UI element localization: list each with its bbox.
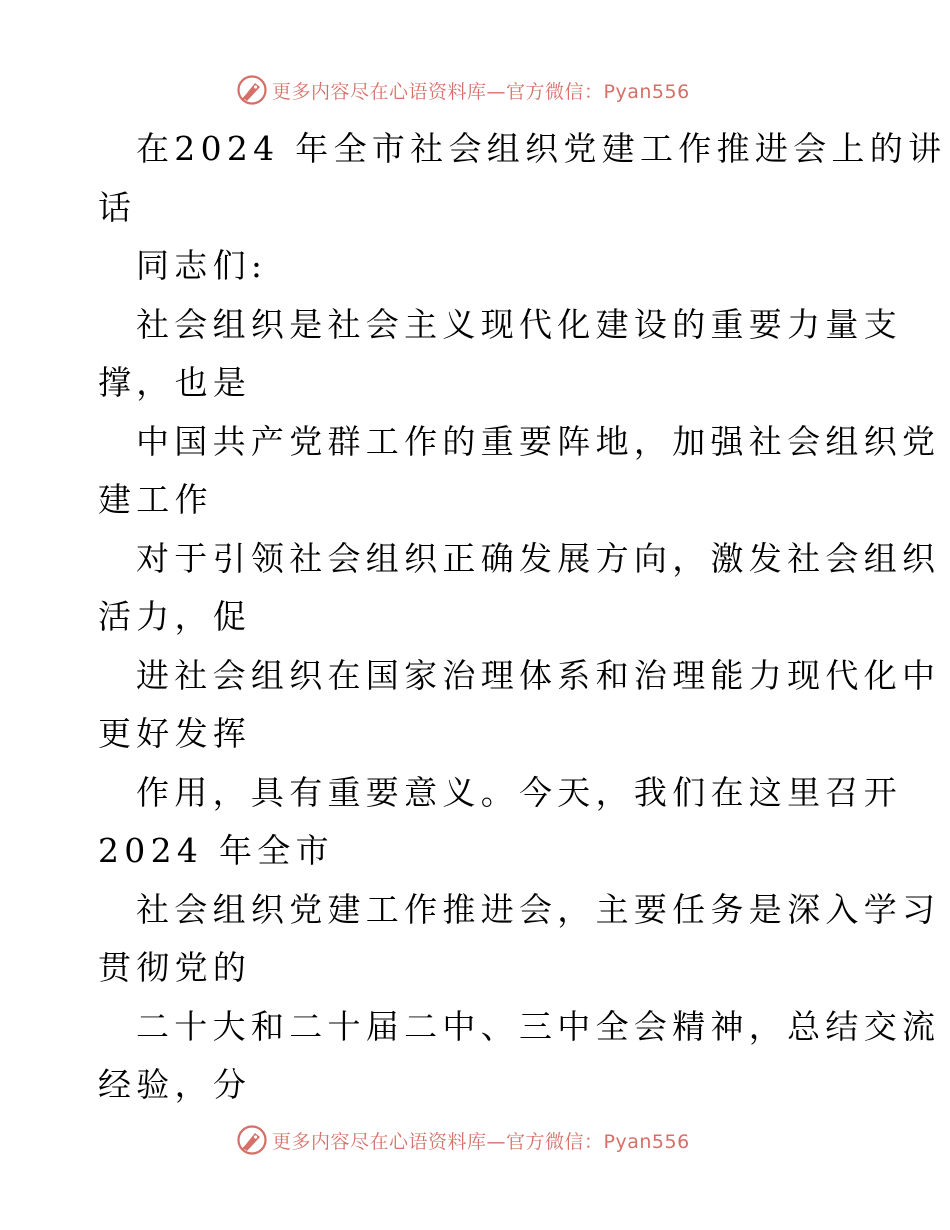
watermark-text: 更多内容尽在心语资料库—官方微信：Pyan556 — [272, 80, 690, 103]
doc-line: 贯彻党的 — [98, 948, 252, 987]
doc-line: 更好发挥 — [98, 714, 252, 753]
header-watermark — [236, 73, 716, 107]
pen-nib-circle-icon — [236, 1124, 268, 1156]
doc-line: 话 — [98, 187, 137, 227]
footer-watermark — [236, 1123, 716, 1157]
doc-line: 活力，促 — [98, 597, 252, 636]
doc-line: 在2024 年全市社会组织党建工作推进会上的讲 — [136, 129, 947, 168]
doc-line: 作用，具有重要意义。今天，我们在这里召开 — [136, 772, 902, 812]
doc-line: 经验，分 — [98, 1065, 252, 1104]
pen-nib-circle-icon — [236, 74, 268, 106]
doc-line: 撑，也是 — [98, 363, 252, 402]
document-body — [98, 120, 947, 1115]
doc-line: 进社会组织在国家治理体系和治理能力现代化中 — [136, 655, 941, 695]
doc-line: 对于引领社会组织正确发展方向，激发社会组织 — [136, 538, 941, 578]
doc-line: 社会组织党建工作推进会，主要任务是深入学习 — [136, 889, 941, 929]
doc-line: 二十大和二十届二中、三中全会精神，总结交流 — [136, 1006, 941, 1046]
doc-line: 中国共产党群工作的重要阵地，加强社会组织党 — [136, 421, 941, 461]
doc-line: 建工作 — [98, 480, 213, 519]
doc-line: 社会组织是社会主义现代化建设的重要力量支 — [136, 304, 902, 344]
watermark-text: 更多内容尽在心语资料库—官方微信：Pyan556 — [272, 1130, 690, 1153]
doc-line: 2024 年全市 — [98, 831, 334, 870]
doc-line: 同志们: — [136, 246, 268, 285]
